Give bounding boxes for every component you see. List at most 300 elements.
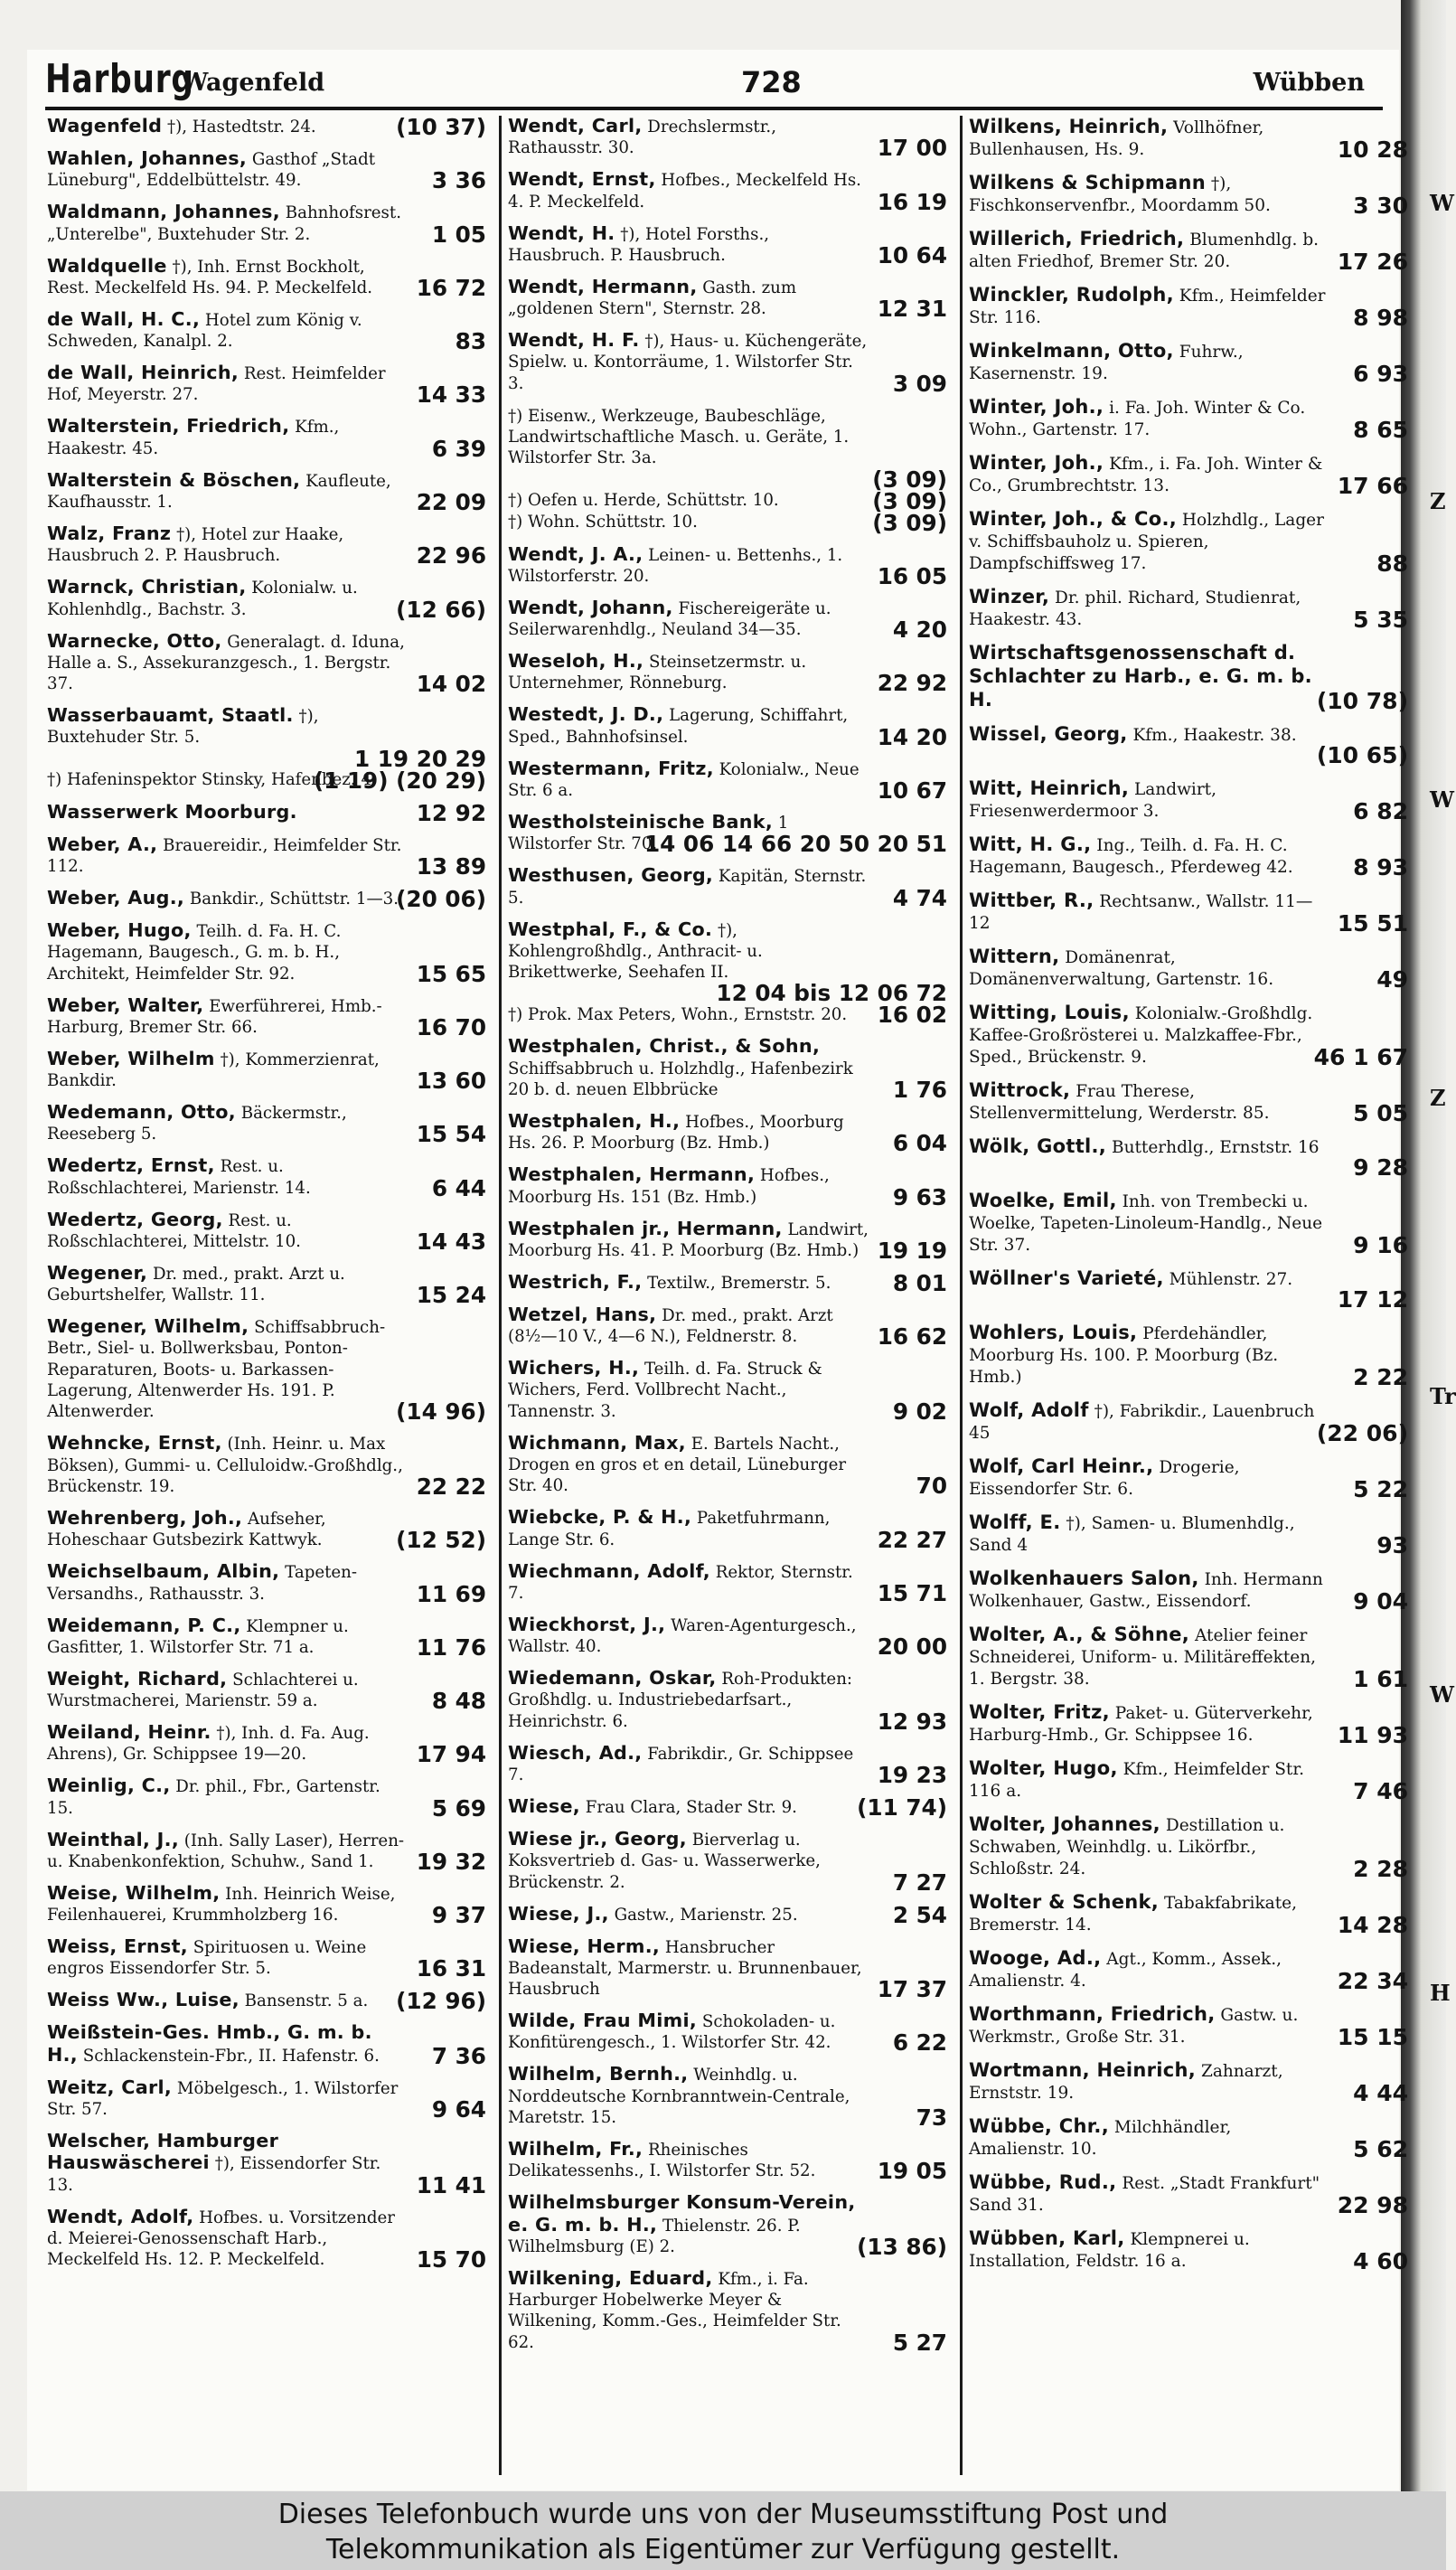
directory-entry <box>969 890 1408 935</box>
phone-number: 13 89 <box>416 852 486 880</box>
phone-number: 22 22 <box>416 1473 486 1500</box>
phone-number: (12 96) <box>396 1988 486 2015</box>
phone-number: 11 93 <box>1337 1722 1408 1748</box>
entry-details: Lagerung, Schiffahrt, Sped., Bahnhofsinsel. <box>508 706 849 747</box>
subline-details: †) Hafeninspektor Stinsky, Hafenbez. 4. <box>47 769 377 789</box>
directory-entry <box>969 2003 1408 2048</box>
entry-subline <box>508 487 947 514</box>
phone-number: 14 06 14 66 20 50 20 51 <box>643 831 947 858</box>
phone-number: 16 70 <box>416 1013 486 1040</box>
directory-entry <box>508 115 947 162</box>
phone-number: 12 04 bis 12 06 72 <box>716 980 947 1007</box>
entry-details: Dr. phil., Fbr., Gartenstr. 15. <box>47 1777 380 1818</box>
entry-name: Wöllner's Varieté, <box>969 1267 1164 1289</box>
entry-name: Wendt, Hermann, <box>508 275 698 297</box>
directory-entry <box>508 1935 947 2003</box>
phone-number: 8 48 <box>431 1688 486 1715</box>
directory-entry <box>508 329 947 397</box>
directory-entry <box>47 1155 486 1199</box>
directory-entry <box>508 1506 947 1553</box>
entry-details: Vollhöfner, Bullenhausen, Hs. 9. <box>969 118 1264 159</box>
entry-name: Wolter, A., & Söhne, <box>969 1624 1190 1645</box>
entry-details: Dr. phil. Richard, Studienrat, Haakestr. 43. <box>969 588 1301 629</box>
entry-name: de Wall, Heinrich, <box>47 362 240 384</box>
entry-details: E. Bartels Nacht., Drogen en gros et en detail, Lüneburger Str. 40. <box>508 1434 847 1496</box>
phone-number: 12 31 <box>877 296 947 323</box>
entry-name: Wasserbauamt, Staatl. <box>47 704 294 727</box>
entry-details: Inh. von Trembecki u. Woelke, Tapeten-Linoleum-Handlg., Neue Str. 37. <box>969 1192 1323 1255</box>
edge-mark: W <box>1430 1681 1454 1708</box>
directory-entry <box>47 576 486 623</box>
entry-details: †), Inh. d. Fa. Aug. Ahrens), Gr. Schippsee 19—20. <box>47 1724 370 1765</box>
entry-name: Weise, Wilhelm, <box>47 1881 221 1904</box>
phone-number: 1 61 <box>1353 1666 1408 1692</box>
entry-name: Westphalen, H., <box>508 1110 681 1132</box>
entry-details: Blumenhdlg. b. alten Friedhof, Bremer Str. 20. <box>969 231 1320 271</box>
phone-number: 83 <box>455 328 486 355</box>
directory-entry <box>969 1947 1408 1992</box>
phone-number: 9 28 <box>1353 1154 1408 1181</box>
entry-details: Kolonialw. u. Kohlenhdlg., Bachstr. 3. <box>47 579 358 619</box>
directory-entry <box>508 2010 947 2057</box>
entry-name: Weiss, Ernst, <box>47 1935 188 1958</box>
directory-entry <box>969 1624 1408 1690</box>
directory-entry <box>969 172 1408 217</box>
directory-entry <box>508 168 947 215</box>
phone-number: 11 69 <box>416 1580 486 1607</box>
directory-entry <box>47 1261 486 1309</box>
directory-entry <box>47 1210 486 1253</box>
column-divider <box>499 116 502 2475</box>
entry-details: †), Hotel Forsths., Hausbruch. P. Hausbruch. <box>508 224 770 265</box>
entry-details: Weinhdlg. u. Norddeutsche Kornbranntwein-Centrale, Maretstr. 15. <box>508 2066 850 2127</box>
entry-name: Wendt, H. F. <box>508 329 640 352</box>
phone-number: 4 60 <box>1353 2248 1408 2274</box>
entry-details: Dr. med., prakt. Arzt (8½—10 V., 4—6 N.), Feldnerstr. 8. <box>508 1305 833 1347</box>
entry-details: Schlackenstein-Fbr., II. Hafenstr. 6. <box>82 2046 380 2066</box>
directory-entry <box>47 1881 486 1929</box>
entry-details: Rest. „Stadt Frankfurt" Sand 31. <box>969 2174 1320 2215</box>
entry-name: Westphalen jr., Hermann, <box>508 1217 783 1239</box>
entry-details: 1 Wilstorfer Str. 70. <box>508 813 789 854</box>
entry-details: Frau Clara, Stader Str. 9. <box>585 1797 797 1817</box>
directory-entry <box>508 2137 947 2185</box>
directory-entry <box>47 1830 486 1873</box>
directory-entry <box>47 1506 486 1554</box>
directory-entry <box>969 833 1408 879</box>
entry-details: Bansenstr. 5 a. <box>244 1991 369 2011</box>
entry-details: Bierverlag u. Koksvertrieb d. Gas- u. Wasserwerke, Brückenstr. 2. <box>508 1830 821 1892</box>
directory-entry <box>47 799 486 826</box>
phone-number: 8 65 <box>1353 417 1408 443</box>
subline-details: †) Wohn. Schüttstr. 10. <box>508 512 698 532</box>
phone-number: (20 06) <box>396 885 486 912</box>
phone-number: (10 37) <box>396 114 486 140</box>
phone-number: 22 27 <box>877 1526 947 1553</box>
entry-name: Wiese, <box>508 1794 580 1817</box>
phone-number: 16 05 <box>877 562 947 589</box>
entry-name: Wilkens & Schipmann <box>969 172 1206 193</box>
directory-entry <box>47 834 486 878</box>
directory-entry <box>969 946 1408 991</box>
entry-details: Inh. Hermann Wolkenhauer, Gastw., Eissendorf. <box>969 1570 1323 1611</box>
entry-name: Wiese, J., <box>508 1902 609 1925</box>
entry-details: Schokoladen- u. Konfitürengesch., 1. Wilstorfer Str. 42. <box>508 2012 836 2053</box>
phone-number: 17 94 <box>416 1741 486 1768</box>
phone-number: 6 93 <box>1353 361 1408 387</box>
entry-details: Fabrikdir., Gr. Schippsee 7. <box>508 1744 854 1784</box>
phone-number: 5 69 <box>431 1794 486 1822</box>
entry-name: Weight, Richard, <box>47 1667 228 1690</box>
phone-number: 7 36 <box>431 2042 486 2069</box>
directory-entry <box>47 918 486 987</box>
phone-number: 14 20 <box>877 723 947 750</box>
phone-number: 19 23 <box>877 1761 947 1788</box>
phone-number: 93 <box>1376 1532 1408 1558</box>
entry-details: Inh. Heinrich Weise, Feilenhauerei, Krummholzberg 16. <box>47 1884 396 1925</box>
directory-entry <box>508 1827 947 1896</box>
phone-number: 15 70 <box>416 2246 486 2273</box>
phone-number: 1 76 <box>892 1077 947 1104</box>
entry-details: Kolonialw., Neue Str. 6 a. <box>508 759 860 800</box>
phone-number: 4 74 <box>892 884 947 911</box>
entry-details: Ing., Teilh. d. Fa. H. C. Hagemann, Baugesch., Pferdeweg 42. <box>969 836 1293 877</box>
directory-entry <box>969 586 1408 631</box>
entry-name: Weinthal, J., <box>47 1828 179 1850</box>
directory-entry <box>508 544 947 588</box>
entry-details: Ewerführerei, Hmb.-Harburg, Bremer Str. 66. <box>47 996 382 1037</box>
phone-number: 3 09 <box>892 370 947 397</box>
entry-details: Teilh. d. Fa. H. C. Hagemann, Baugesch., G. m. b. H., Architekt, Heimfelder Str. 92. <box>47 921 342 984</box>
phone-number: 10 64 <box>877 241 947 268</box>
phone-number: 9 63 <box>892 1183 947 1210</box>
directory-entry <box>508 2191 947 2260</box>
directory-entry <box>969 2171 1408 2217</box>
entry-details: (Inh. Sally Laser), Herren- u. Knabenkonfektion, Schuhw., Sand 1. <box>47 1831 405 1871</box>
phone-number: 22 98 <box>1337 2192 1408 2218</box>
header-first-name: Wagenfeld <box>181 69 325 97</box>
entry-name: Waldmann, Johannes, <box>47 201 280 223</box>
phone-number: 7 27 <box>892 1869 947 1896</box>
entry-name: Wortmann, Heinrich, <box>969 2059 1197 2081</box>
entry-name: Weber, Hugo, <box>47 918 192 941</box>
phone-number: 9 37 <box>431 1902 486 1929</box>
directory-entry <box>47 629 486 698</box>
entry-details: Klempner u. Gasfitter, 1. Wilstorfer Str. 71 a. <box>47 1616 349 1657</box>
phone-number: 4 44 <box>1353 2080 1408 2106</box>
entry-name: Wolkenhauers Salon, <box>969 1567 1199 1589</box>
phone-number: 88 <box>1376 551 1408 577</box>
phone-number: 16 19 <box>877 188 947 215</box>
phone-number: 15 65 <box>416 960 486 987</box>
directory-entry <box>47 1936 486 1980</box>
entry-details: Bankdir., Schüttstr. 1—3. <box>189 889 399 908</box>
entry-name: Wolter & Schenk, <box>969 1891 1160 1913</box>
directory-entry <box>508 1357 947 1425</box>
footer-line-1: Dieses Telefonbuch wurde uns von der Museumsstiftung Post und <box>277 2499 1169 2530</box>
entry-details: Thielenstr. 26. P. Wilhelmsburg (E) 2. <box>508 2216 801 2256</box>
directory-entry <box>969 777 1408 823</box>
entry-name: Weber, A., <box>47 833 158 855</box>
phone-number: 19 32 <box>416 1848 486 1875</box>
entry-details: Zahnarzt, Ernststr. 19. <box>969 2062 1283 2103</box>
directory-entry <box>969 1135 1408 1179</box>
entry-details: Destillation u. Schwaben, Weinhdlg. u. Likörfbr., Schloßstr. 24. <box>969 1816 1285 1878</box>
directory-entry <box>47 1721 486 1768</box>
entry-details: Landwirt, Friesenwerdermoor 3. <box>969 780 1216 821</box>
entry-name: Wahlen, Johannes, <box>47 146 248 169</box>
entry-name: Wirtschaftsgenossenschaft d. Schlachter zu Harb., e. G. m. b. H. <box>969 642 1312 711</box>
directory-entry <box>969 452 1408 497</box>
directory-entry <box>47 995 486 1039</box>
phone-number: 2 22 <box>1353 1364 1408 1390</box>
directory-entry <box>969 1701 1408 1746</box>
entry-details: Spirituosen u. Weine engros Eissendorfer Str. 5. <box>47 1938 367 1979</box>
entry-details: Kfm., Haakestr. 45. <box>47 418 340 458</box>
entry-name: Witting, Louis, <box>969 1002 1130 1023</box>
phone-number: 49 <box>1376 966 1408 993</box>
phone-number: 6 04 <box>892 1130 947 1157</box>
entry-details: i. Fa. Joh. Winter & Co. Wohn., Gartenstr. 17. <box>969 399 1306 439</box>
entry-name: Wolter, Hugo, <box>969 1757 1118 1779</box>
phone-number: 2 54 <box>892 1901 947 1928</box>
entry-details: Domänenrat, Domänenverwaltung, Gartenstr. 16. <box>969 948 1274 989</box>
entry-name: Wilde, Frau Mimi, <box>508 2010 698 2032</box>
edge-mark: Z <box>1430 1085 1446 1111</box>
subline-details: †) Prok. Max Peters, Wohn., Ernststr. 20. <box>508 1004 848 1024</box>
phone-number: 6 39 <box>431 435 486 462</box>
entry-name: Woelke, Emil, <box>969 1190 1117 1211</box>
entry-details: Hansbrucher Badeanstalt, Marmerstr. u. Brunnenbauer, Hausbruch <box>508 1937 862 2000</box>
footer-line-2: Telekommunikation als Eigentümer zur Verfügung gestellt. <box>325 2534 1121 2565</box>
entry-details: Frau Therese, Stellenvermittelung, Werderstr. 85. <box>969 1082 1270 1123</box>
directory-entry <box>969 2115 1408 2160</box>
directory-entry <box>969 508 1408 575</box>
entry-name: Wiesch, Ad., <box>508 1741 643 1764</box>
directory-entry <box>508 223 947 267</box>
entry-details: Hofbes., Meckelfeld Hs. 4. P. Meckelfeld. <box>508 171 861 212</box>
entry-name: Wooge, Ad., <box>969 1947 1102 1969</box>
entry-details: Bahnhofsrest. „Unterelbe", Buxtehuder Str. 2. <box>47 203 401 244</box>
entry-details: Gasth. zum „goldenen Stern", Sternstr. 28. <box>508 278 797 319</box>
phone-number: 5 22 <box>1353 1476 1408 1502</box>
entry-details: Brauereidir., Heimfelder Str. 112. <box>47 835 402 876</box>
entry-name: Wilhelmsburger Konsum-Verein, e. G. m. b. H., <box>508 2191 856 2236</box>
entry-name: Wendt, Johann, <box>508 596 673 618</box>
phone-number: 70 <box>916 1473 947 1500</box>
phone-number: 5 35 <box>1353 607 1408 633</box>
directory-entry <box>969 723 1408 767</box>
directory-entry <box>47 114 486 140</box>
directory-entry <box>508 704 947 748</box>
phone-number: 1 19 20 29 <box>353 745 486 772</box>
phone-number: 11 41 <box>416 2171 486 2198</box>
entry-subline <box>508 1002 947 1029</box>
directory-entry <box>969 228 1408 273</box>
entry-details: Agt., Komm., Assek., Amalienstr. 4. <box>969 1950 1282 1991</box>
entry-name: Weißstein-Ges. Hmb., G. m. b. H., <box>47 2021 372 2066</box>
phone-number: 4 20 <box>892 617 947 644</box>
entry-name: Winter, Joh., & Co., <box>969 508 1178 530</box>
page-number: 728 <box>741 65 802 99</box>
directory-entry <box>969 396 1408 441</box>
entry-details: Steinsetzermstr. u. Unternehmer, Rönneburg. <box>508 653 807 693</box>
entry-name: Witt, Heinrich, <box>969 777 1130 799</box>
directory-entry <box>969 1399 1408 1445</box>
entry-subline <box>508 509 947 536</box>
phone-number: 22 92 <box>877 670 947 697</box>
phone-number: (14 96) <box>396 1398 486 1426</box>
entry-name: Wilkening, Eduard, <box>508 2266 713 2289</box>
entry-name: Wasserwerk Moorburg. <box>47 800 297 823</box>
phone-number: (13 86) <box>857 2233 947 2260</box>
entry-name: Wilkens, Heinrich, <box>969 116 1169 137</box>
entry-details: Kfm., i. Fa. Joh. Winter & Co., Grumbrechtstr. 13. <box>969 455 1323 495</box>
directory-entry <box>47 256 486 299</box>
directory-columns <box>47 114 1408 2475</box>
entry-details: Tabakfabrikate, Bremerstr. 14. <box>969 1894 1297 1935</box>
entry-name: Wetzel, Hans, <box>508 1303 657 1325</box>
directory-entry <box>508 405 947 536</box>
phone-number: 16 62 <box>877 1323 947 1351</box>
entry-name: Walterstein, Friedrich, <box>47 415 290 438</box>
phone-number: 12 93 <box>877 1708 947 1735</box>
directory-entry <box>47 362 486 409</box>
directory-entry <box>47 2207 486 2271</box>
entry-name: Westholsteinische Bank, <box>508 810 773 833</box>
entry-details: Drogerie, Eissendorfer Str. 6. <box>969 1458 1240 1499</box>
directory-entry <box>969 1891 1408 1936</box>
phone-number: 3 36 <box>431 167 486 194</box>
phone-number: 9 02 <box>892 1398 947 1425</box>
phone-number: 1 05 <box>431 221 486 248</box>
column-divider <box>960 116 963 2475</box>
entry-details: Milchhändler, Amalienstr. 10. <box>969 2118 1232 2159</box>
phone-number: 17 66 <box>1337 473 1408 499</box>
entry-name: Wübben, Karl, <box>969 2227 1125 2249</box>
entry-details: Leinen- u. Bettenhs., 1. Wilstorferstr. 20. <box>508 545 843 586</box>
directory-entry <box>508 758 947 802</box>
entry-name: Winckler, Rudolph, <box>969 284 1174 306</box>
entry-details: Aufseher, Hoheschaar Gutsbezirk Kattwyk. <box>47 1509 326 1550</box>
entry-details: Atelier feiner Schneiderei, Uniform- u. Militäreffekten, 1. Bergstr. 38. <box>969 1626 1317 1689</box>
entry-details: †), Kommerzienrat, Bankdir. <box>47 1050 380 1091</box>
directory-entry <box>508 1303 947 1351</box>
entry-name: Wehrenberg, Joh., <box>47 1506 243 1529</box>
phone-number: 17 12 <box>1337 1286 1408 1313</box>
entry-name: Wolf, Adolf <box>969 1399 1089 1421</box>
phone-number: 22 96 <box>416 542 486 570</box>
entry-details: Rechtsanw., Wallstr. 11—12 <box>969 892 1313 933</box>
phone-number: 5 62 <box>1353 2136 1408 2162</box>
entry-details: Roh-Produkten: Großhdlg. u. Industriebedarfsart., Heinrichstr. 6. <box>508 1670 853 1731</box>
directory-entry <box>508 1219 947 1262</box>
phone-number: (3 09) <box>872 466 947 493</box>
directory-entry <box>508 1164 947 1208</box>
directory-entry <box>969 642 1408 712</box>
entry-details: †), Kohlengroßhdlg., Anthracit- u. Brikettwerke, Seehafen II. <box>508 920 763 983</box>
directory-entry <box>508 1431 947 1500</box>
directory-entry <box>969 340 1408 385</box>
entry-details: Teilh. d. Fa. Struck & Wichers, Ferd. Vollbrecht Nacht., Tannenstr. 3. <box>508 1360 822 1421</box>
directory-entry <box>47 470 486 513</box>
entry-name: Westrich, F., <box>508 1270 643 1293</box>
entry-name: Wedertz, Ernst, <box>47 1154 215 1177</box>
directory-entry <box>47 2131 486 2196</box>
header-last-name: Wübben <box>1253 69 1365 97</box>
entry-details: Schiffsabbruch-Betr., Siel- u. Bollwerksbau, Ponton-Reparaturen, Boots- u. Barkassen-Lagerung, Altenwerder Hs. 191. P. Altenwerder. <box>47 1318 386 1422</box>
entry-details: Kfm., Haakestr. 38. <box>1132 726 1297 745</box>
phone-number: 9 64 <box>431 2096 486 2123</box>
entry-name: Wichmann, Max, <box>508 1431 686 1454</box>
directory-entry <box>47 2077 486 2121</box>
directory-entry <box>47 309 486 353</box>
entry-name: Wolter, Johannes, <box>969 1813 1160 1835</box>
directory-entry <box>508 2266 947 2356</box>
subline-phone-number: (1 19) (20 29) <box>313 767 486 794</box>
directory-entry <box>969 1567 1408 1613</box>
entry-details: Fuhrw., Kasernenstr. 19. <box>969 343 1244 383</box>
directory-entry <box>47 1615 486 1659</box>
phone-number: 73 <box>916 2104 947 2131</box>
entry-details: †), Inh. Ernst Bockholt, Rest. Meckelfeld Hs. 94. P. Meckelfeld. <box>47 257 373 297</box>
header-city: Harburg <box>45 56 194 102</box>
edge-mark: H <box>1430 1980 1451 2006</box>
phone-number: 15 15 <box>1337 2024 1408 2050</box>
entry-details: Kapitän, Sternstr. 5. <box>508 867 867 908</box>
entry-details: Kfm., Heimfelder Str. 116 a. <box>969 1760 1305 1801</box>
directory-entry <box>508 1743 947 1786</box>
entry-details: Mühlenstr. 27. <box>1169 1270 1293 1289</box>
entry-name: Wiechmann, Adolf, <box>508 1559 710 1582</box>
entry-details: Bäckermstr., Reeseberg 5. <box>47 1104 347 1144</box>
edge-mark: W <box>1430 190 1454 216</box>
directory-entry <box>47 2021 486 2069</box>
entry-name: Winter, Joh., <box>969 396 1104 418</box>
entry-details: †) Eisenw., Werkzeuge, Baubeschläge, Landwirtschaftliche Masch. u. Geräte, 1. Wilstorfer Str. 3a. <box>508 406 850 468</box>
entry-name: Welscher, Hamburger Hauswäscherei <box>47 2130 279 2174</box>
directory-entry <box>969 1511 1408 1557</box>
phone-number: 46 1 67 <box>1313 1044 1408 1070</box>
entry-details: Kfm., i. Fa. Harburger Hobelwerke Meyer & Wilkening, Komm.-Ges., Heimfelder Str. 62. <box>508 2269 841 2352</box>
directory-entry <box>969 1267 1408 1311</box>
directory-entry <box>47 1315 486 1426</box>
entry-name: Westphal, F., & Co. <box>508 918 713 940</box>
entry-name: Wittrock, <box>969 1079 1071 1101</box>
directory-entry <box>969 1813 1408 1880</box>
phone-number: 17 37 <box>877 1976 947 2003</box>
entry-details: Paketfuhrmann, Lange Str. 6. <box>508 1509 831 1549</box>
entry-name: Weseloh, H., <box>508 650 644 673</box>
directory-entry <box>508 1901 947 1928</box>
directory-entry <box>508 1613 947 1661</box>
directory-entry <box>508 1561 947 1605</box>
entry-name: Wiedemann, Oskar, <box>508 1667 717 1690</box>
entry-name: Wieckhorst, J., <box>508 1613 666 1635</box>
entry-name: Wolf, Carl Heinr., <box>969 1455 1154 1477</box>
entry-details: Butterhdlg., Ernststr. 16 <box>1111 1138 1320 1157</box>
phone-number: 19 05 <box>877 2158 947 2185</box>
entry-details: †), Buxtehuder Str. 5. <box>47 707 319 748</box>
entry-details: Pferdehändler, Moorburg Hs. 100. P. Moorburg (Bz. Hmb.) <box>969 1324 1279 1387</box>
entry-details: †), Hastedtstr. 24. <box>167 118 316 137</box>
directory-entry <box>508 1110 947 1157</box>
subline-phone-number: 16 02 <box>877 1002 947 1029</box>
subline-details: †) Oefen u. Herde, Schüttstr. 10. <box>508 490 779 510</box>
phone-number: 19 19 <box>877 1237 947 1264</box>
entry-name: Weber, Wilhelm <box>47 1047 215 1069</box>
entry-name: Wiese, Herm., <box>508 1935 661 1957</box>
